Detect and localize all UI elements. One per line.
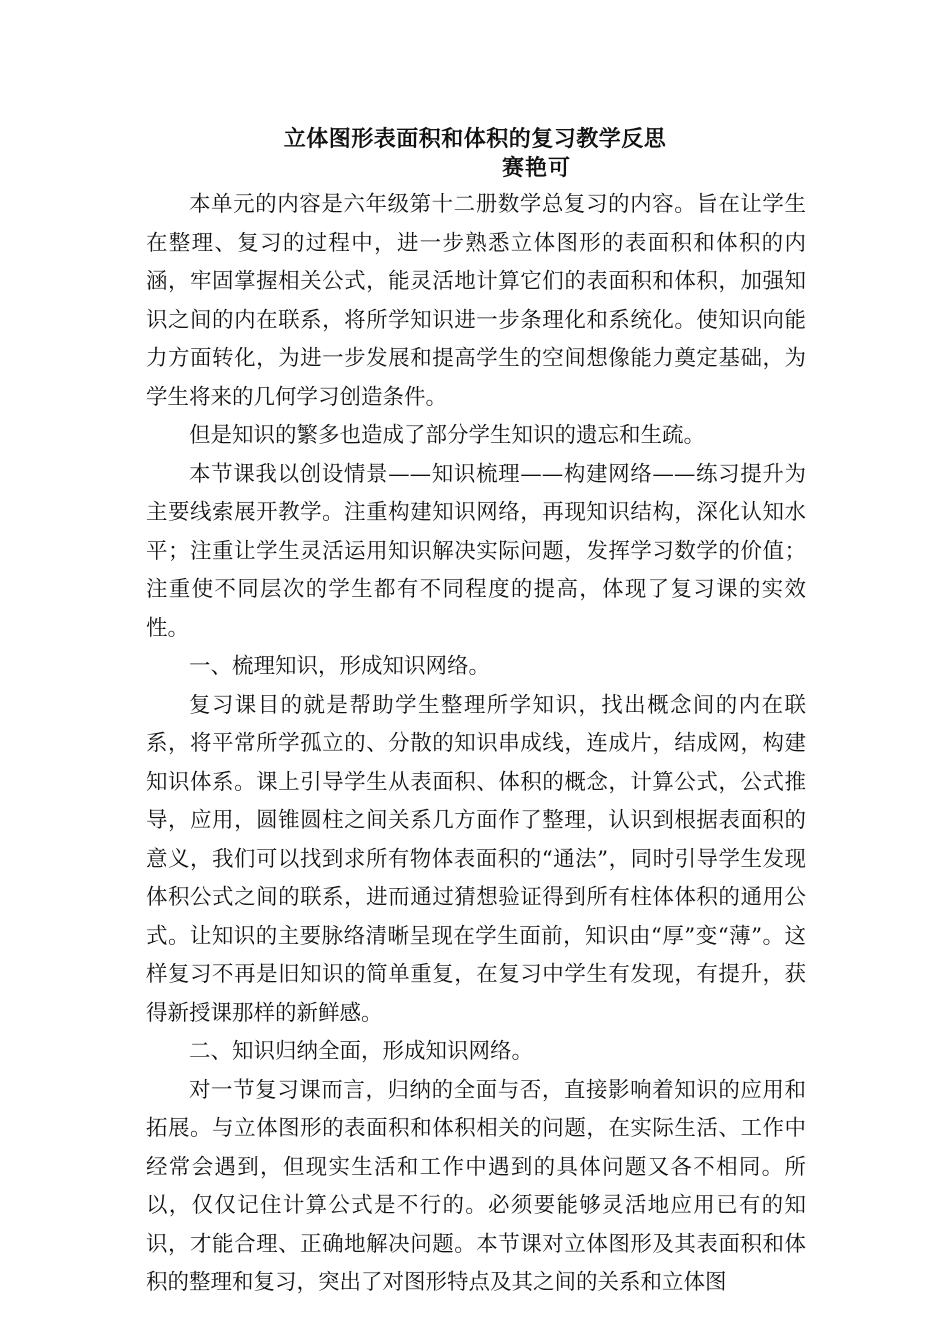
document-author: 赛艳可 — [502, 155, 572, 181]
document-body — [146, 186, 806, 1303]
document-title: 立体图形表面积和体积的复习教学反思 — [283, 126, 667, 152]
paragraph-intro: 本单元的内容是六年级第十二册数学总复习的内容。旨在让学生在整理、复习的过程中，进一步熟悉立体图形的表面积和体积的内涵，牢固掌握相关公式，能灵活地计算它们的表面积和体积，加强知识之间的内在联系，将所学知识进一步条理化和系统化。使知识向能力方面转化，为进一步发展和提高学生的空间想像能力奠定基础，为学生将来的几何学习创造条件。 — [146, 192, 806, 410]
paragraph-lesson-structure: 本节课我以创设情景——知识梳理——构建网络——练习提升为主要线索展开教学。注重构建知识网络，再现知识结构，深化认知水平；注重让学生灵活运用知识解决实际问题，发挥学习数学的价值；注重使不同层次的学生都有不同程度的提高，体现了复习课的实效性。 — [146, 461, 806, 641]
section-heading-2: 二、知识归纳全面，形成知识网络。 — [189, 1039, 534, 1064]
paragraph-section-1: 复习课目的就是帮助学生整理所学知识，找出概念间的内在联系，将平常所学孤立的、分散的知识串成线，连成片，结成网，构建知识体系。课上引导学生从表面积、体积的概念，计算公式，公式推导，应用，圆锥圆柱之间关系几方面作了整理，认识到根据表面积的意义，我们可以找到求所有物体表面积的“通法”，同时引导学生发现体积公式之间的联系，进而通过猜想验证得到所有柱体体积的通用公式。让知识的主要脉络清晰呈现在学生面前，知识由“厚”变“薄”。这样复习不再是旧知识的简单重复，在复习中学生有发现，有提升，获得新授课那样的新鲜感。 — [146, 692, 806, 1026]
paragraph-difficulty: 但是知识的繁多也造成了部分学生知识的遗忘和生疏。 — [189, 423, 706, 448]
section-heading-1: 一、梳理知识，形成知识网络。 — [189, 654, 491, 679]
paragraph-section-2: 对一节复习课而言，归纳的全面与否，直接影响着知识的应用和拓展。与立体图形的表面积和体积相关的问题，在实际生活、工作中经常会遇到，但现实生活和工作中遇到的具体问题又各不相同。所以，仅仅记住计算公式是不行的。必须要能够灵活地应用已有的知识，才能合理、正确地解决问题。本节课对立体图形及其表面积和体积的整理和复习，突出了对图形特点及其之间的关系和立体图 — [146, 1077, 806, 1295]
